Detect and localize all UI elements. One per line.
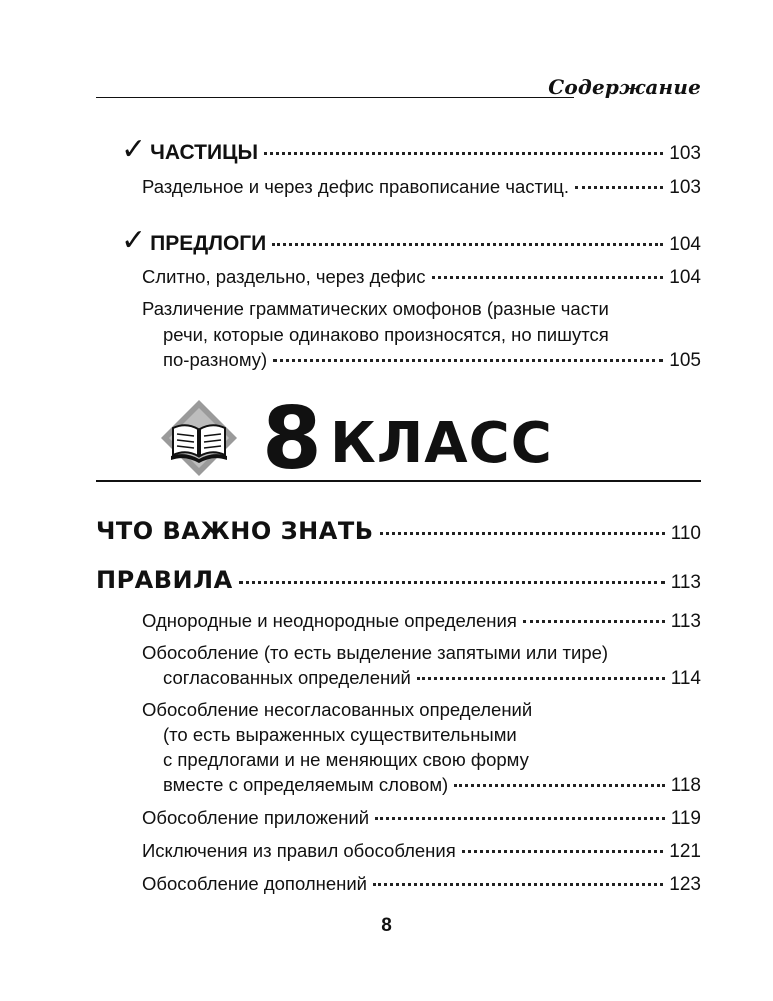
header-rule xyxy=(96,97,574,98)
page-ref: 113 xyxy=(670,572,701,593)
entry-text: Раздельное и через дефис правописание частиц. xyxy=(142,176,570,197)
entry-text-line: согласованных определений xyxy=(163,667,411,688)
dot-leader xyxy=(454,784,664,787)
toc-entry[interactable] xyxy=(142,176,701,199)
section-title: ПРЕДЛОГИ xyxy=(150,232,267,255)
page-ref: 119 xyxy=(670,808,701,829)
dot-leader xyxy=(375,817,665,820)
grade-number: 8 xyxy=(262,389,320,489)
page-ref: 103 xyxy=(669,177,701,198)
checkmark-icon: ✓ xyxy=(121,223,147,258)
toc-section-what-to-know[interactable] xyxy=(96,517,701,545)
page-ref: 113 xyxy=(670,611,701,632)
entry-text: Однородные и неоднородные определения xyxy=(142,610,517,631)
toc-entry[interactable] xyxy=(142,840,701,863)
entry-text: Обособление приложений xyxy=(142,807,370,828)
page-ref: 110 xyxy=(670,523,701,544)
page-ref: 118 xyxy=(670,775,701,796)
toc-section-prepositions[interactable] xyxy=(121,223,701,258)
checkmark-icon: ✓ xyxy=(121,132,147,167)
page-ref: 103 xyxy=(669,143,701,164)
entry-text-line[interactable]: Обособление несогласованных определений xyxy=(142,699,533,720)
entry-text-line[interactable]: с предлогами и не меняющих свою форму xyxy=(163,749,529,770)
toc-entry[interactable] xyxy=(163,349,701,372)
dot-leader xyxy=(380,532,665,535)
page-ref: 114 xyxy=(670,668,701,689)
page-number: 8 xyxy=(381,915,392,936)
toc-section-particles[interactable] xyxy=(121,132,701,167)
toc-entry[interactable] xyxy=(142,610,701,633)
dot-leader xyxy=(239,581,665,584)
section-title: ЧАСТИЦЫ xyxy=(150,141,259,164)
page-ref: 105 xyxy=(669,350,701,371)
page-ref: 104 xyxy=(669,267,701,288)
toc-entry[interactable] xyxy=(142,807,701,830)
dot-leader xyxy=(273,359,663,362)
dot-leader xyxy=(272,243,663,246)
dot-leader xyxy=(462,850,664,853)
entry-text-line[interactable]: Обособление (то есть выделение запятыми или тире) xyxy=(142,642,609,663)
section-title: ПРАВИЛА xyxy=(96,566,233,594)
toc-entry[interactable] xyxy=(163,774,701,797)
toc-entry[interactable] xyxy=(142,266,701,289)
toc-entry[interactable] xyxy=(142,873,701,896)
entry-text-line: по-разному) xyxy=(163,349,268,370)
toc-section-rules[interactable] xyxy=(96,566,701,594)
dot-leader xyxy=(575,186,663,189)
dot-leader xyxy=(417,677,665,680)
dot-leader xyxy=(373,883,663,886)
entry-text-line[interactable]: (то есть выраженных существительными xyxy=(163,724,517,745)
entry-text-line: вместе с определяемым словом) xyxy=(163,774,449,795)
dot-leader xyxy=(432,276,664,279)
book-icon xyxy=(159,398,239,478)
section-title: ЧТО ВАЖНО ЗНАТЬ xyxy=(96,517,374,545)
page-ref: 121 xyxy=(669,841,701,862)
entry-text: Слитно, раздельно, через дефис xyxy=(142,266,426,287)
grade-word: КЛАСС xyxy=(330,411,553,476)
grade-rule xyxy=(96,480,701,482)
toc-entry[interactable] xyxy=(163,667,701,690)
dot-leader xyxy=(523,620,665,623)
entry-text-line[interactable]: речи, которые одинаково произносятся, но пишутся xyxy=(163,324,609,345)
page-ref: 104 xyxy=(669,234,701,255)
dot-leader xyxy=(264,152,663,155)
running-header-title: Содержание xyxy=(548,75,701,99)
page-ref: 123 xyxy=(669,874,701,895)
entry-text-line[interactable]: Различение грамматических омофонов (разные части xyxy=(142,298,609,319)
entry-text: Обособление дополнений xyxy=(142,873,368,894)
entry-text: Исключения из правил обособления xyxy=(142,840,456,861)
